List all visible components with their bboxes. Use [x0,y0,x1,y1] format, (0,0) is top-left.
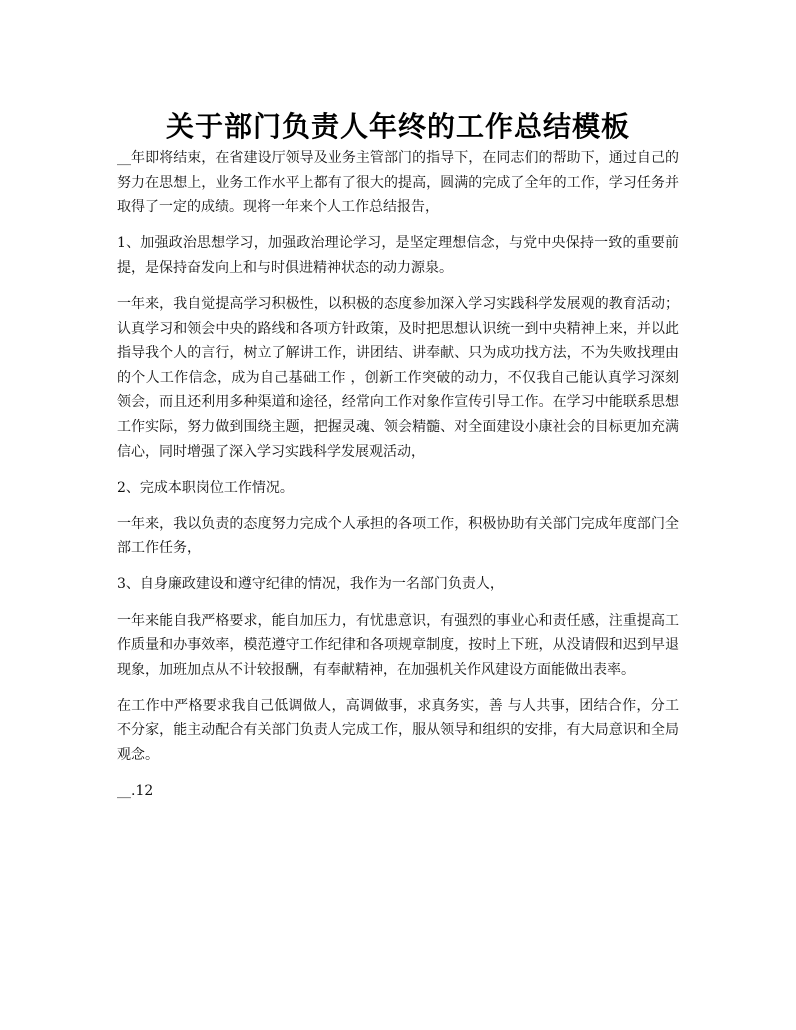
section-3-heading: 3、自身廉政建设和遵守纪律的情况，我作为一名部门负责人， [117,576,504,593]
section-1-heading: 1、加强政治思想学习，加强政治理论学习，是坚定理想信念，与党中央保持一致的重要前提，是保持奋发向上和与时俱进精神状态的动力源泉。 [117,235,679,276]
document-date: __.12 [117,783,154,800]
document-title: 关于部门负责人年终的工作总结模板 [165,109,630,143]
section-2-paragraph: 一年来，我以负责的态度努力完成个人承担的各项工作，积极协助有关部门完成年度部门全部工作任务， [117,515,679,557]
section-3-paragraph: 一年来能自我严格要求，能自加压力，有忧患意识，有强烈的事业心和责任感，注重提高工作质量和办事效率，模范遵守工作纪律和各项规章制度，按时上下班，从没请假和迟到早退现象，加班加点从不计较报酬，有奉献精神，在加强机关作风建设方面能做出表率。 [117,612,679,678]
intro-paragraph: __年即将结束，在省建设厅领导及业务主管部门的指导下，在同志们的帮助下，通过自己的努力在思想上，业务工作水平上都有了很大的提高，圆满的完成了全年的工作，学习任务并取得了一定的成绩。现将一年来个人工作总结报告， [117,150,679,216]
document-body [117,146,679,815]
closing-paragraph: 在工作中严格要求我自己低调做人，高调做事，求真务实，善 与人共事，团结合作，分工不分家，能主动配合有关部门负责人完成工作，服从领导和组织的安排，有大局意识和全局观念。 [117,697,679,763]
section-1-paragraph: 一年来，我自觉提高学习积极性，以积极的态度参加深入学习实践科学发展观的教育活动；认真学习和领会中央的路线和各项方针政策，及时把思想认识统一到中央精神上来，并以此指导我个人的言行，树立了解讲工作，讲团结、讲奉献、只为成功找方法，不为失败找理由的个人工作信念，成为自己基础工作 ，创新工作突破的动力，不仅我自己能认真学习深刻领会，而且还利用多种渠道和途径，经常向工作对象作宣传引导工作。在学习中能联系思想工作实际，努力做到围绕主题，把握灵魂、领会精髓、对全面建设小康社会的目标更加充满信心，同时增强了深入学习实践科学发展观活动， [117,295,679,460]
section-2-heading: 2、完成本职岗位工作情况。 [117,479,294,496]
